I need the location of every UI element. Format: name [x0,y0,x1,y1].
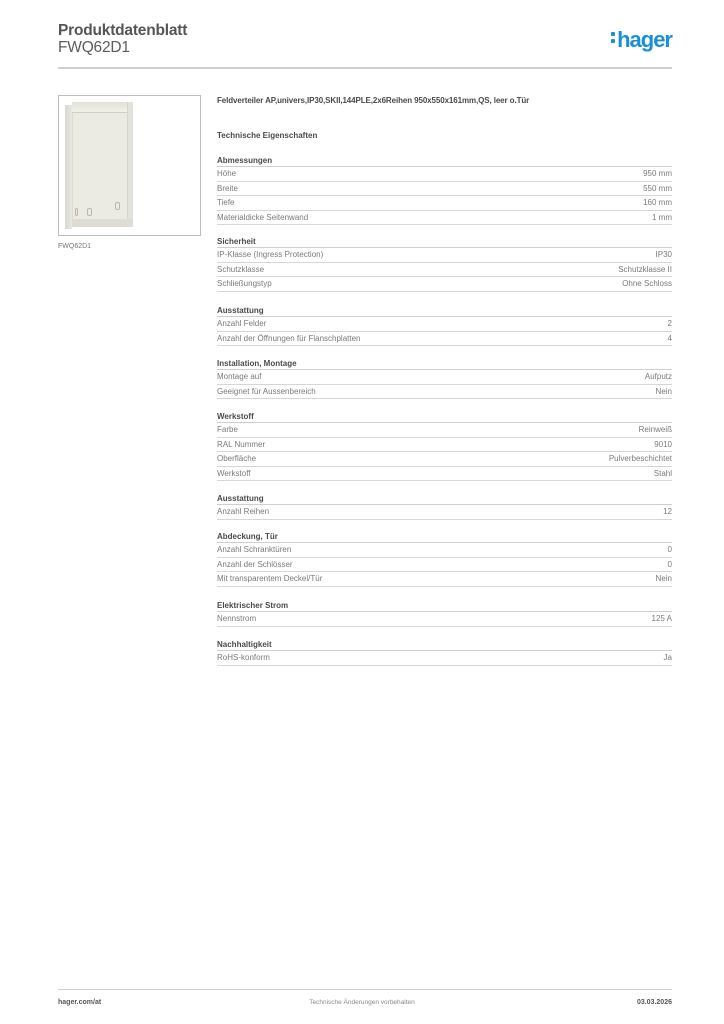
spec-label: Oberfläche [217,454,257,464]
spec-label: Anzahl Felder [217,319,267,328]
spec-value: Reinweiß [638,425,672,434]
spec-row [217,182,672,197]
spec-row [217,423,672,438]
spec-label: Anzahl Schranktüren [217,545,292,554]
spec-value: IP30 [655,250,672,259]
spec-label: Mit transparentem Deckel/Tür [217,574,323,584]
spec-value: 125 A [651,614,672,623]
spec-value: Schutzklasse II [618,264,672,274]
spec-section [217,155,672,225]
spec-row [217,505,672,520]
spec-row [217,167,672,182]
spec-value: Nein [655,574,672,584]
spec-section [217,639,672,666]
spec-label: Montage auf [217,372,262,381]
header-divider [58,67,672,69]
spec-row [217,277,672,292]
spec-value: 160 mm [643,198,672,208]
spec-row [217,467,672,482]
hager-logo [611,27,672,53]
spec-value: 950 mm [643,169,672,178]
section-title: Installation, Montage [217,358,672,370]
spec-value: 2 [667,319,672,328]
technical-properties-title: Technische Eigenschaften [217,131,318,140]
spec-section [217,305,672,346]
spec-section [217,236,672,292]
spec-label: Anzahl Reihen [217,507,270,516]
spec-row [217,385,672,400]
spec-value: 9010 [654,439,672,449]
spec-section [217,600,672,627]
spec-label: Anzahl der Öffnungen für Flanschplatten [217,333,361,343]
spec-label: Nennstrom [217,614,257,623]
spec-value: 12 [663,507,672,516]
spec-label: Anzahl der Schlösser [217,559,293,569]
spec-value: Aufputz [644,372,672,381]
spec-row [217,211,672,226]
spec-label: Schließungstyp [217,279,272,289]
section-title: Abdeckung, Tür [217,531,672,543]
spec-label: Höhe [217,169,237,178]
section-title: Sicherheit [217,236,672,248]
spec-row [217,612,672,627]
spec-section [217,411,672,481]
spec-label: Geeignet für Aussenbereich [217,386,316,396]
spec-label: Schutzklasse [217,264,265,274]
logo-text: hager [617,27,672,52]
spec-row [217,543,672,558]
section-title: Ausstattung [217,305,672,317]
spec-value: Ja [663,653,672,662]
spec-row [217,196,672,211]
section-title: Nachhaltigkeit [217,639,672,651]
spec-label: RAL Nummer [217,439,266,449]
footer-disclaimer: Technische Änderungen vorbehalten [309,999,415,1006]
logo-colon-icon [611,29,616,46]
spec-value: 550 mm [643,183,672,193]
spec-value: Pulverbeschichtet [608,454,672,464]
spec-label: Breite [217,183,238,193]
spec-row [217,248,672,263]
spec-value: 0 [667,559,672,569]
product-image [58,95,201,236]
section-title: Elektrischer Strom [217,600,672,612]
spec-value: Ohne Schloss [622,279,672,289]
spec-row [217,558,672,573]
spec-label: RoHS-konform [217,653,270,662]
product-description: Feldverteiler AP,univers,IP30,SKII,144PLE,2x6Reihen 950x550x161mm,QS, leer o.Tür [217,96,530,105]
document-title: Produktdatenblatt [58,22,188,39]
spec-label: Tiefe [217,198,235,208]
spec-row [217,572,672,587]
cabinet-illustration-icon [65,102,135,229]
spec-row [217,370,672,385]
spec-value: 0 [667,545,672,554]
spec-row [217,317,672,332]
spec-row [217,438,672,453]
spec-section [217,358,672,399]
footer-date: 03.03.2026 [636,999,672,1006]
footer-website: hager.com/at [58,999,102,1006]
spec-label: Werkstoff [217,468,251,478]
spec-section [217,493,672,520]
section-title: Ausstattung [217,493,672,505]
spec-section [217,531,672,587]
section-title: Abmessungen [217,155,672,167]
section-title: Werkstoff [217,411,672,423]
spec-label: Materialdicke Seitenwand [217,212,309,222]
product-code: FWQ62D1 [58,39,130,56]
spec-label: IP-Klasse (Ingress Protection) [217,250,324,259]
spec-value: 4 [667,333,672,343]
spec-row [217,452,672,467]
footer-divider [58,989,672,990]
spec-row [217,651,672,666]
spec-row [217,332,672,347]
product-image-caption: FWQ62D1 [58,243,92,250]
spec-label: Farbe [217,425,238,434]
spec-row [217,263,672,278]
spec-value: Nein [655,386,672,396]
page-header [58,22,672,70]
spec-value: Stahl [653,468,672,478]
spec-value: 1 mm [652,212,672,222]
